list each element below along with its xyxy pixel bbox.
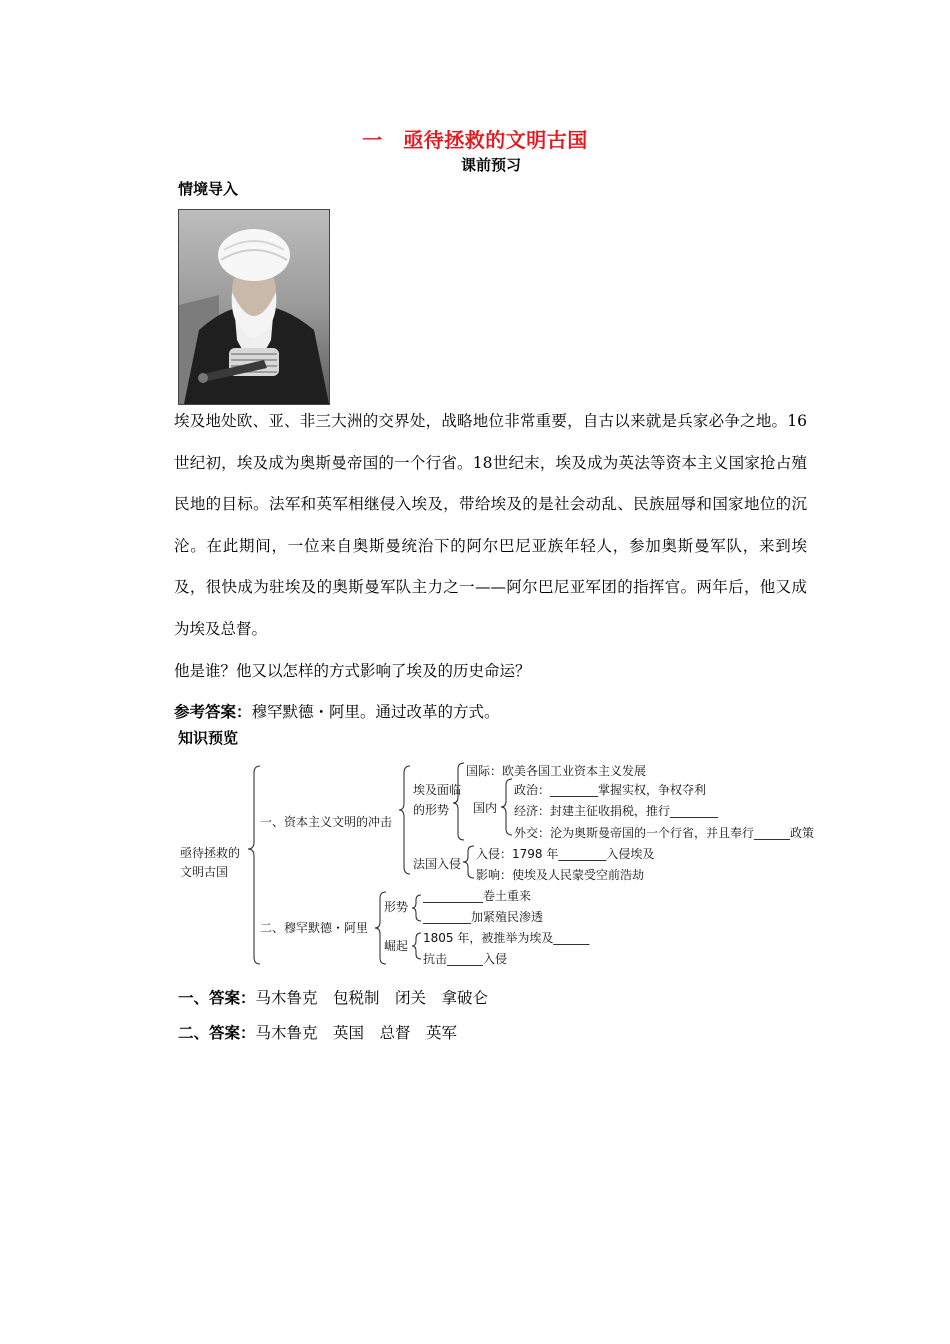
diagram-b2-sub2: 崛起 [384,939,409,953]
section-heading-knowledge: 知识预览 [178,729,239,747]
branch1-outer-brace [399,766,410,874]
intro-text: 埃及地处欧、亚、非三大洲的交界处，战略地位非常重要，自古以来就是兵家必争之地。16世纪初，埃及成为奥斯曼帝国的一个行省。18世纪末，埃及成为英法等资本主义国家抢占殖民地的目标。法军和英军相继侵入埃及，带给埃及的是社会动乱、民族屈辱和国家地位的沉沦。在此期间，一位来自奥斯曼统治下的阿尔巴尼亚族年轻人，参加奥斯曼军队，来到埃及，很快成为驻埃及的奥斯曼军队主力之一——阿尔巴尼亚军团的指挥官。两年后，他又成为埃及总督。 [174,412,807,638]
diagram-b1-intl: 国际：欧美各国工业资本主义发展 [466,764,647,778]
diagram-b1-invasion: 入侵：1798 年________入侵埃及 [476,847,655,861]
diagram-b2-rise1: 1805 年，被推举为埃及______ [423,931,590,945]
domestic-brace [501,779,512,835]
answer-line-2 [178,1021,457,1043]
b2-rise-brace [412,933,421,959]
diagram-b2-sit1: __________卷土重来 [423,889,532,903]
answer2-text: 马木鲁克 英国 总督 英军 [255,1024,458,1042]
answer-line-1 [178,986,488,1008]
diagram-b1-sub2: 法国入侵 [413,857,462,871]
section-heading-intro: 情境导入 [178,180,239,198]
knowledge-diagram [170,757,860,972]
diagram-root-line2: 文明古国 [180,865,229,879]
invasion-brace [463,846,474,878]
diagram-b1-domestic: 国内 [473,801,498,815]
diagram-branch2: 二、穆罕默德・阿里 [260,921,369,935]
page-subtitle: 课前预习 [460,156,521,174]
diagram-b1-economy: 经济：封建主征收捐税，推行________ [514,804,719,818]
diagram-b1-sub1-line2: 的形势 [413,803,450,817]
answer1-text: 马木鲁克 包税制 闭关 拿破仑 [255,989,489,1007]
intro-paragraph [143,401,807,734]
portrait-photo [178,209,330,405]
reference-answer-text: 穆罕默德・阿里。通过改革的方式。 [251,703,500,722]
portrait-illustration [179,210,329,404]
diagram-b1-impact: 影响：使埃及人民蒙受空前浩劫 [476,868,645,882]
diagram-b1-politics: 政治：________掌握实权，争权夺利 [514,783,707,797]
page-title: 一 亟待拯救的文明古国 [362,128,588,152]
diagram-b2-rise2: 抗击______入侵 [423,952,508,966]
answer1-label: 一、答案： [178,989,256,1007]
diagram-b1-diplomacy: 外交：沦为奥斯曼帝国的一个行省，并且奉行______政策 [514,826,815,840]
reference-answer [143,692,807,734]
diagram-b1-sub1-line1: 埃及面临 [413,783,462,797]
b2-situation-brace [412,895,421,921]
diagram-branch1: 一、资本主义文明的冲击 [260,815,393,829]
diagram-b2-sit2: ________加紧殖民渗透 [423,910,544,924]
situation-brace [453,763,464,840]
answer2-label: 二、答案： [178,1024,256,1042]
root-brace [248,766,260,964]
question-text: 他是谁？他又以怎样的方式影响了埃及的历史命运？ [174,661,531,680]
diagram-b2-sub1: 形势 [384,900,409,914]
diagram-root-line1: 亟待拯救的 [180,846,241,860]
reference-label: 参考答案： [174,703,252,722]
